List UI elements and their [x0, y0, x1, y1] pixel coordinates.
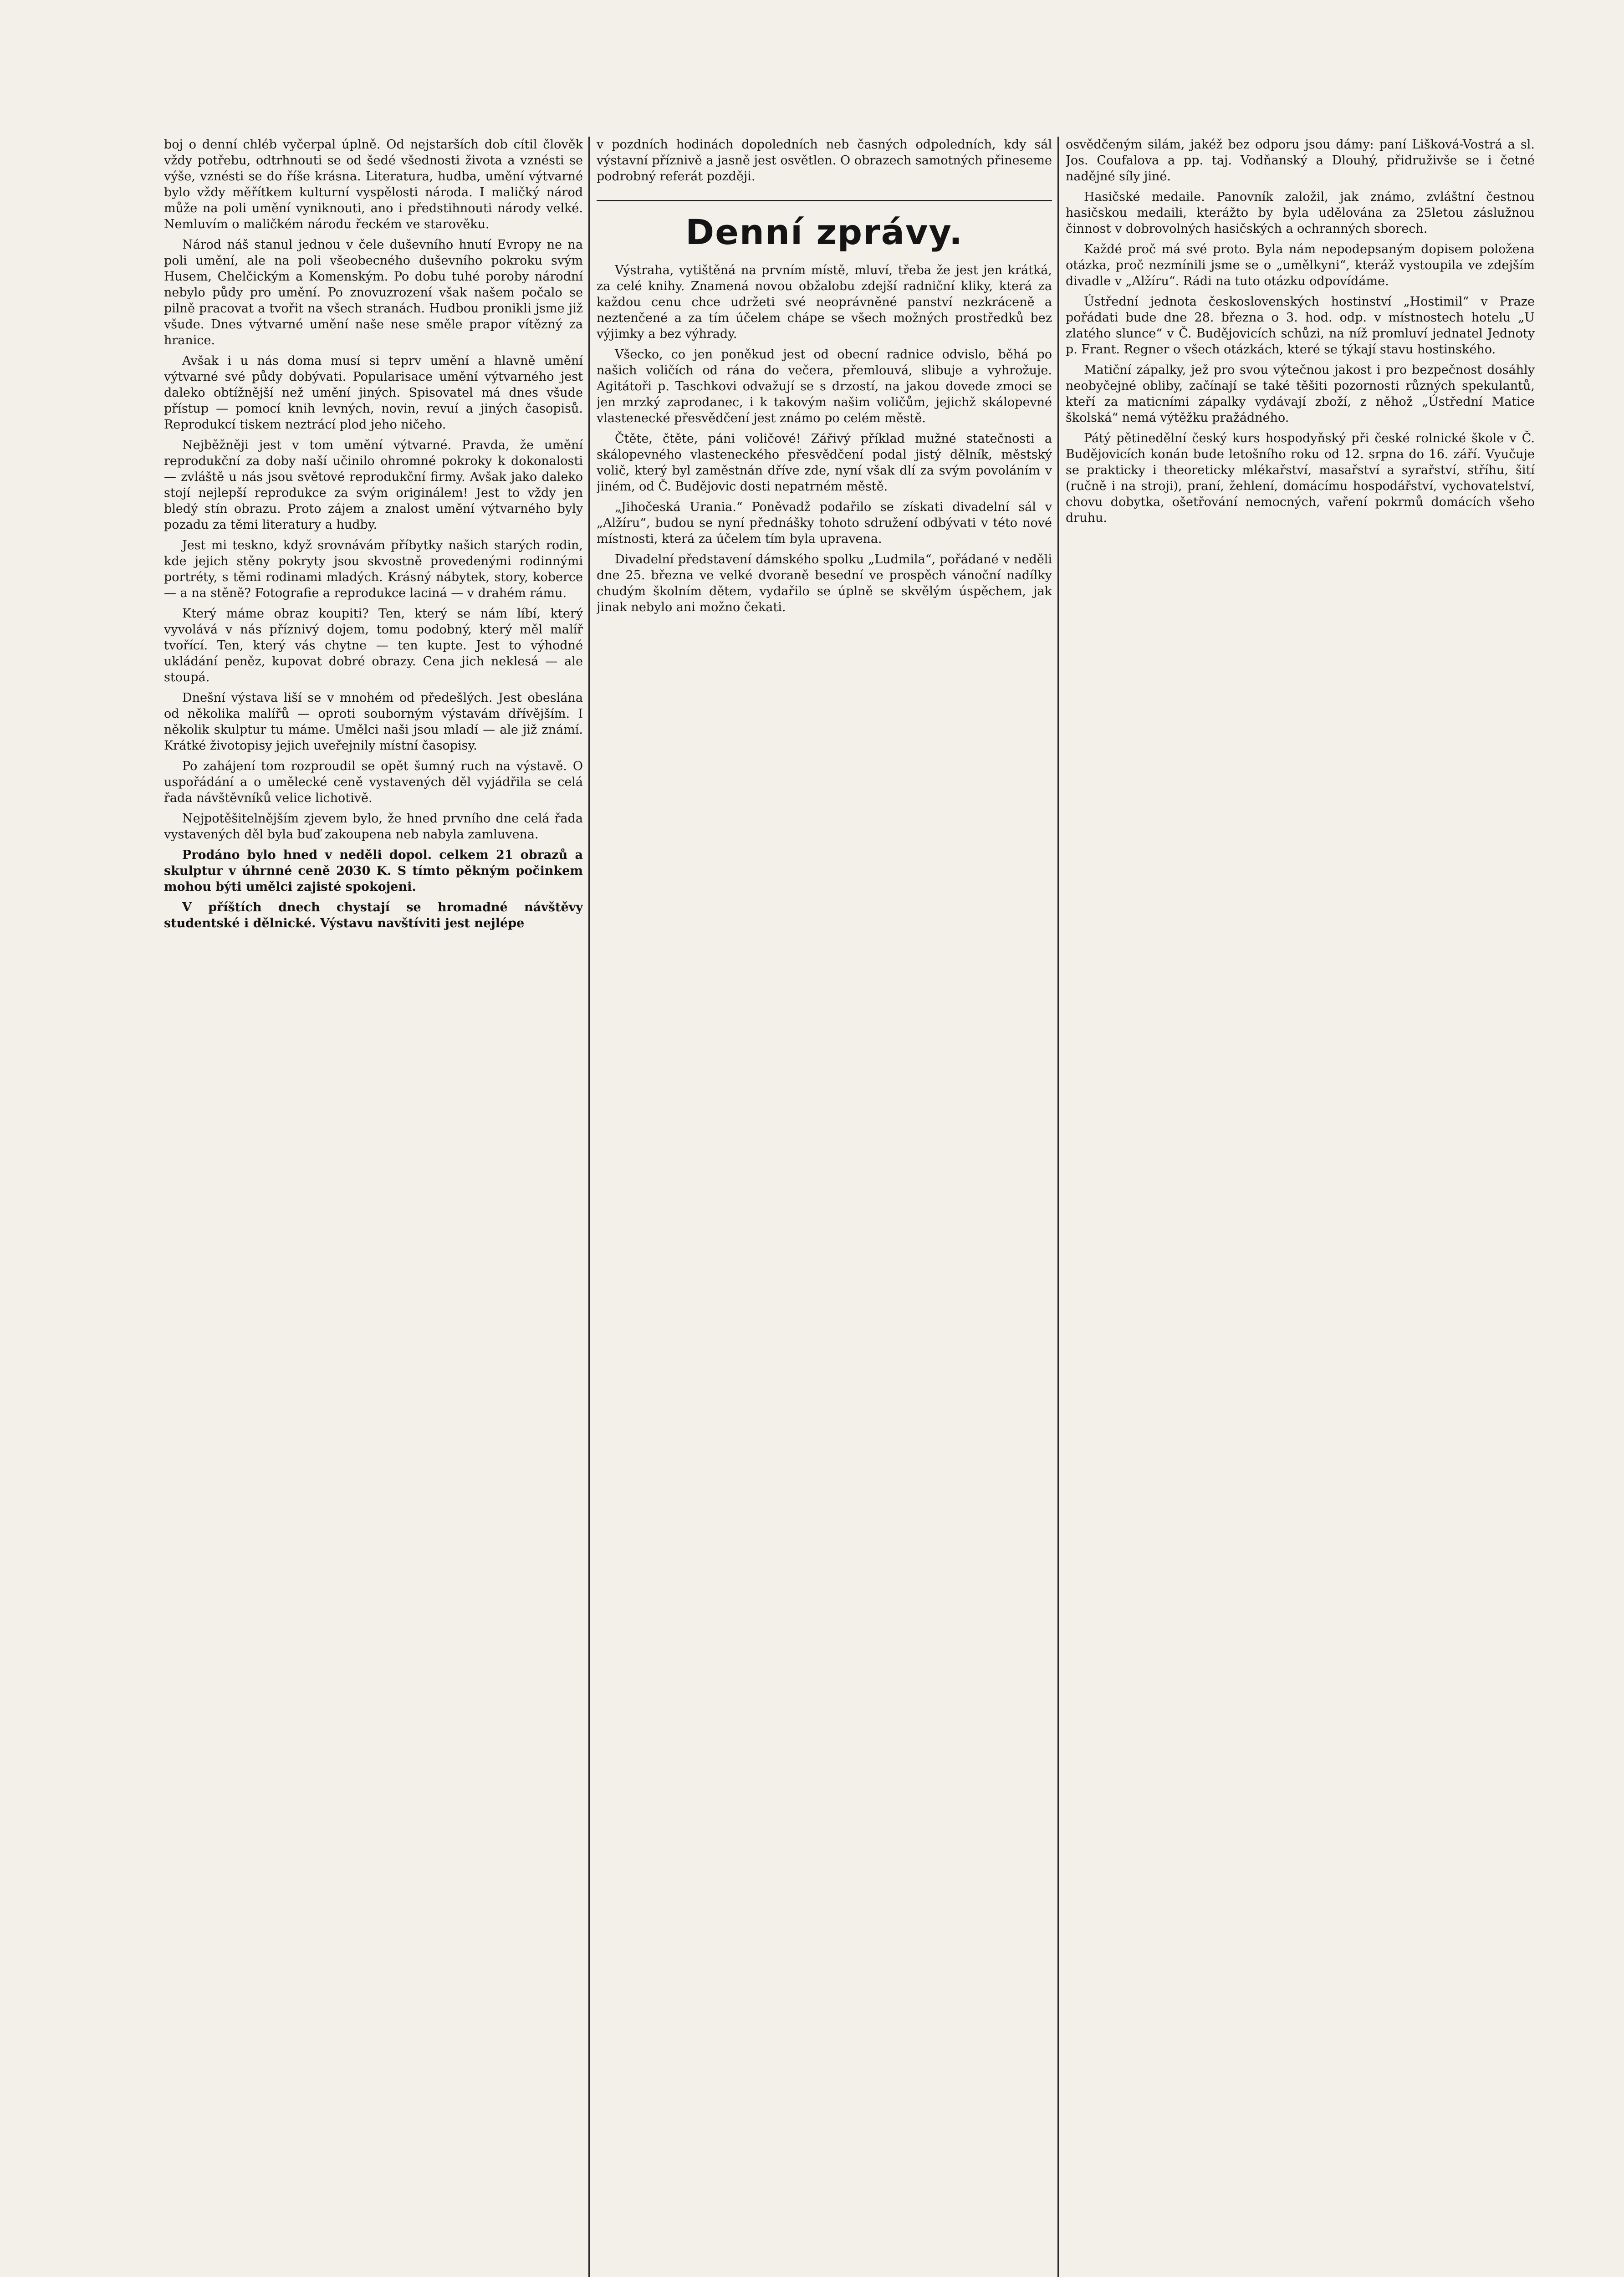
article-paragraph: v pozdních hodinách dopoledních neb časných odpoledních, kdy sál výstavní příznivě a jasně jest osvětlen. O obrazech samotných přineseme podrobný referát později. — [597, 138, 1052, 184]
article-paragraph: Divadelní představení dámského spolku „Ludmila“, pořádané v neděli dne 25. března ve velké dvoraně besední ve prospěch vánoční nadílky chudým školním dětem, vydařilo se úplně se skvělým úspěchem, jak jinak nebylo ani možno čekati. — [597, 552, 1052, 614]
article-paragraph: Dnešní výstava liší se v mnohém od předešlých. Jest obeslána od několika malířů — oproti souborným výstavám dřívějším. I několik skulptur tu máme. Umělci naši jsou mladí — ale již známí. Krátké životopisy jejich uveřejnily místní časopisy. — [164, 691, 583, 753]
article-paragraph: Každé proč má své proto. Byla nám nepodepsaným dopisem položena otázka, proč nezmínili jsme se o „umělkyni“, kteráž vystoupila ve zdejším divadle v „Alžíru“. Rádi na tuto otázku odpovídáme. — [1066, 242, 1535, 288]
article-paragraph: Hasičské medaile. Panovník založil, jak známo, zvláštní čestnou hasičskou medaili, kterážto by byla udělována za 25letou záslužnou činnost v dobrovolných hasičských a ochranných sborech. — [1066, 190, 1535, 236]
article-paragraph: Avšak i u nás doma musí si teprv umění a hlavně umění výtvarné své půdy dobývati. Popularisace umění výtvarného jest daleko obtížnější než umění jiných. Spisovatel má dnes všude přístup — pomocí knih levných, novin, revuí a jiných časopisů. Reprodukcí tiskem neztrácí plod jeho ničeho. — [164, 354, 583, 432]
article-paragraph: osvědčeným silám, jakéž bez odporu jsou dámy: paní Lišková-Vostrá a sl. Jos. Coufalova a pp. taj. Vodňanský a Dlouhý, přidruživše se i četné nadějné síly jiné. — [1066, 138, 1535, 184]
column-divider — [1057, 137, 1059, 2277]
article-paragraph: V příštích dnech chystají se hromadné návštěvy studentské i dělnické. Výstavu navštíviti jest nejlépe — [164, 900, 583, 930]
article-paragraph: Nejběžněji jest v tom umění výtvarné. Pravda, že umění reprodukční za doby naší učinilo ohromné pokroky k dokonalosti — zvláště u nás jsou světové reprodukční firmy. Avšak jako daleko stojí nejlepší reprodukce za svým originálem! Jest to vždy jen bledý stín obrazu. Proto zájem a znalost umění výtvarného byly pozadu za těmi literatury a hudby. — [164, 438, 583, 532]
article-paragraph: Výstraha, vytištěná na prvním místě, mluví, třeba že jest jen krátká, za celé knihy. Znamená novou obžalobu zdejší radniční kliky, která za každou cenu chce udržeti své neoprávněné panství nezkráceně a neztenčené a za tím účelem chápe se všech možných prostředků bez výjimky a bez výhrady. — [597, 263, 1052, 341]
column-divider — [588, 137, 590, 2277]
article-paragraph: Pátý pětinedělní český kurs hospodyňský při české rolnické škole v Č. Budějovicích konán bude letošního roku od 12. srpna do 16. září. Vyučuje se prakticky i theoreticky mlékařství, masařství a syrařství, stříhu, šití (ručně i na stroji), praní, žehlení, domácímu hospodářství, vychovatelství, chovu dobytka, ošetřování nemocných, vaření pokrmů domácích všeho druhu. — [1066, 431, 1535, 525]
article-paragraph: Čtěte, čtěte, páni voličové! Zářivý příklad mužné statečnosti a skálopevného vlasteneckého přesvědčení podal jistý dělník, městský volič, který byl zaměstnán dříve zde, nyní však dlí za svým povoláním v jiném, od Č. Budějovic dosti nepatrném městě. — [597, 432, 1052, 494]
article-paragraph: Který máme obraz koupiti? Ten, který se nám líbí, který vyvolává v nás příznivý dojem, tomu podobný, který měl malíř tvořící. Ten, který vás chytne — ten kupte. Jest to výhodné ukládání peněz, kupovat dobré obrazy. Cena jich neklesá — ale stoupá. — [164, 607, 583, 684]
article-paragraph: Matiční zápalky, jež pro svou výtečnou jakost i pro bezpečnost dosáhly neobyčejné obliby, začínají se také těšiti pozornosti různých spekulantů, kteří za maticními zápalky vydávají zboží, z něhož „Ústřední Matice školská“ nemá výtěžku pražádného. — [1066, 363, 1535, 425]
article-paragraph: Nejpotěšitelnějším zjevem bylo, že hned prvního dne celá řada vystavených děl byla buď zakoupena neb nabyla zamluvena. — [164, 812, 583, 842]
middle-column — [597, 137, 1052, 2277]
article-paragraph: Národ náš stanul jednou v čele duševního hnutí Evropy ne na poli umění, ale na poli všeobecného duševního pokroku svým Husem, Chelčickým a Komenským. Po dobu tuhé poroby národní nebylo půdy pro umění. Po znovuzrození však našem počalo se pilně pracovat a tvořit na všech stranách. Hudbou pronikli jsme již všude. Dnes výtvarné umění naše nese směle prapor vítězný za hranice. — [164, 238, 583, 347]
article-paragraph: Po zahájení tom rozproudil se opět šumný ruch na výstavě. O uspořádání a o umělecké ceně vystavených děl vyjádřila se celá řada návštěvníků velice lichotivě. — [164, 759, 583, 805]
article-paragraph: Všecko, co jen poněkud jest od obecní radnice odvislo, běhá po našich voličích od rána do večera, přemlouvá, slibuje a vyhrožuje. Agitátoři p. Taschkovi odvažují se s drzostí, na jakou dovede zmoci se jen mrzký zaprodanec, i k takovým našim voličům, jejichž skálopevné vlastenecké přesvědčení jest známo po celém městě. — [597, 347, 1052, 425]
article-paragraph: Ústřední jednota československých hostinství „Hostimil“ v Praze pořádati bude dne 28. března o 3. hod. odp. v místnostech hotelu „U zlatého slunce“ v Č. Budějovicích schůzi, na níž promluví jednatel Jednoty p. Frant. Regner o všech otázkách, které se týkají stavu hostinského. — [1066, 295, 1535, 357]
left-column — [164, 137, 583, 2277]
right-column — [1066, 137, 1535, 2277]
article-paragraph: Jest mi teskno, když srovnávám příbytky našich starých rodin, kde jejich stěny pokryty jsou skvostně provedenými rodinnými portréty, s těmi rodinami mladých. Krásný nábytek, story, koberce — a na stěně? Fotografie a reprodukce laciná — v drahém rámu. — [164, 538, 583, 600]
article-paragraph: „Jihočeská Urania.“ Poněvadž podařilo se získati divadelní sál v „Alžíru“, budou se nyní přednášky tohoto sdružení odbývati v této nové místnosti, která za účelem tím byla upravena. — [597, 500, 1052, 546]
article-paragraph: boj o denní chléb vyčerpal úplně. Od nejstarších dob cítil člověk vždy potřebu, odtrhnouti se od šedé všednosti života a vznésti se výše, vznésti se do říše krásna. Literatura, hudba, umění výtvarné bylo vždy měřítkem kulturní vyspělosti národa. I maličký národ může na poli umění vyniknouti, ano i předstihnouti národy velké. Nemluvím o maličkém národu řeckém ve starověku. — [164, 138, 583, 231]
article-paragraph: Prodáno bylo hned v neděli dopol. celkem 21 obrazů a skulptur v úhrnné ceně 2030 K. S tímto pěkným počinkem mohou býti umělci zajisté spokojeni. — [164, 848, 583, 894]
section-title: Denní zprávy. — [597, 200, 1052, 254]
